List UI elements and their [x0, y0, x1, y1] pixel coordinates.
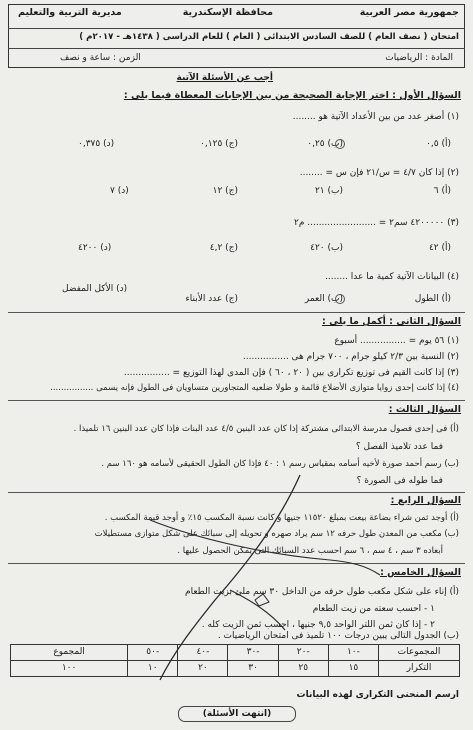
q1-title: السؤال الأول : اختر الإجابة الصحيحة من بين الإجابات المعطاة فيما يلى :	[123, 90, 461, 101]
q1-item4-opt-c: (ج) عدد الأبناء	[185, 294, 238, 304]
q5-b-line: (ب) الجدول التالى يبين درجات ١٠٠ تلميذ فى امتحان الرياضيات .	[217, 631, 459, 641]
q5-title: السؤال الخامس :	[380, 567, 461, 578]
q2-item4: (٤) إذا كانت إحدى زوايا متوازى الأضلاع قائمة و طولا ضلعيه المتجاورين متساويان فى الطول فإنه يسمى ................	[50, 383, 459, 393]
q1-item1-opt-d: (د) ٠,٣٧٥	[78, 139, 115, 149]
q1-item4-opt-a: (أ) الطول	[414, 294, 451, 304]
q1-item3-opt-a: (أ) ٤٢	[428, 243, 451, 253]
q3-a-line2: فما عدد تلاميذ الفصل ؟	[355, 442, 443, 452]
answer-circle-mark	[335, 294, 345, 304]
q5-a-sub1: ١ - احسب سعته من زيت الطعام	[312, 604, 435, 614]
q1-item4-opt-b: (ب) العمر	[304, 294, 343, 304]
q1-item1-opt-a: (أ) ٠,٥	[426, 139, 451, 149]
q2-item2: (٢) النسبة بين ٢/٣ كيلو جرام ، ٧٠٠ جرام هى ................	[242, 352, 459, 362]
q1-item2-opt-d: (د) ٧	[110, 186, 129, 196]
q1-item4-stem: (٤) البيانات الآتية كمية ما عدا ........	[325, 272, 459, 282]
table-cell: ١٥	[328, 661, 378, 677]
q4-title: السؤال الرابع :	[390, 495, 461, 506]
q1-item1-stem: (١) أصغر عدد من بين الأعداد الآتية هو ........	[292, 112, 459, 122]
subject-label: المادة : الرياضيات	[385, 53, 453, 63]
q1-item1-opt-b: (ب) ٠,٢٥	[307, 139, 343, 149]
q1-item4-opt-d: (د) الأكل المفضل	[62, 284, 128, 294]
q4-b-line1: (ب) مكعب من المعدن طول حرفه ١٢ سم يراد صهره و تحويله إلى سبائك على شكل متوازى مستطيلات	[94, 529, 459, 539]
exam-title: امتحان ( نصف العام ) للصف السادس الابتدائى ( العام ) للعام الدراسى ( ١٤٣٨هـ - ٢٠١٧م )	[79, 32, 459, 42]
q1-item2-stem: (٢) إذا كان ٤/٧ = س/٢١ فإن س = ........	[299, 168, 459, 178]
table-cell: -٣٠	[228, 645, 278, 661]
q1-item3-stem: (٣) ٤٢٠٠٠٠٠ سم٢ = ........................ م٢	[293, 218, 459, 228]
table-cell: ٢٠	[178, 661, 228, 677]
q2-item3: (٣) إذا كانت القيم فى توزيع تكرارى بين ( ٢٠ ، ٦٠ ) فإن المدى لهذا التوزيع = ................	[123, 368, 459, 378]
q4-a-line: (أ) أوجد ثمن شراء بضاعة بيعت بمبلغ ١١٥٢٠ جنيها و كانت نسبة المكسب ١٥٪ و أوجد قيمة المكسب .	[104, 513, 459, 523]
table-cell: -٥٠	[128, 645, 178, 661]
table-cell-total: المجموع	[11, 645, 128, 661]
q3-title: السؤال الثالث :	[388, 404, 461, 415]
table-cell-header: المجموعات	[379, 645, 460, 661]
q1-item3-opt-c: (ج) ٤,٢	[209, 243, 238, 253]
q1-item2-opt-a: (أ) ٦	[433, 186, 451, 196]
q5-final-line: ارسم المنحنى التكرارى لهذه البيانات	[296, 690, 459, 700]
q2-item1: (١) ٥٦ يوم = ................ أسبوع	[334, 336, 459, 346]
instruction: أجب عن الأسئلة الآتية	[176, 73, 273, 83]
q4-b-line2: أبعاده ٣ سم ، ٤ سم ، ٦ سم احسب عدد السبائك التى يمكن الحصول عليها .	[177, 546, 443, 556]
q5-a-line: (أ) إناء على شكل مكعب طول حرفه من الداخل ٣٠ سم ملئ بزيت الطعام	[185, 587, 459, 597]
q1-item1-opt-c: (ج) ٠,١٢٥	[200, 139, 238, 149]
table-cell-total: ١٠٠	[11, 661, 128, 677]
q1-item3-opt-b: (ب) ٤٢٠	[310, 243, 343, 253]
table-cell-header: التكرار	[379, 661, 460, 677]
q3-b-line1: (ب) رسم أحمد صورة لأخيه أسامه بمقياس رسم ١ : ٤٠ فإذا كان الطول الحقيقى لأسامه هو ١٦٠ سم .	[101, 459, 459, 469]
q3-a-line1: (أ) فى إحدى فصول مدرسة الابتدائى مشتركة إذا كان عدد البنين ٤/٥ عدد البنات فإذا كان عدد البنين ١٦ تلميذا .	[73, 424, 459, 434]
q5-a-sub2: ٢ - إذا كان ثمن اللتر الواحد ٩,٥ جنيها ، احسب ثمن الزيت كله .	[201, 620, 435, 630]
table-cell: ١٠	[128, 661, 178, 677]
time-label: الزمن : ساعة و نصف	[60, 53, 141, 63]
q2-title: السؤال الثانى : أكمل ما يلى :	[322, 316, 461, 327]
answer-circle-mark	[335, 139, 345, 149]
table-cell: ٢٥	[278, 661, 328, 677]
q1-item2-opt-c: (ج) ١٢	[212, 186, 238, 196]
country-name: جمهورية مصر العربية	[359, 7, 459, 18]
directorate-name: مديرية التربية والتعليم	[18, 7, 122, 18]
table-cell: -٤٠	[178, 645, 228, 661]
end-of-questions-box: (انتهت الأسئلة)	[178, 706, 296, 722]
q1-item2-opt-b: (ب) ٢١	[314, 186, 343, 196]
q1-item3-opt-d: (د) ٤٢٠٠	[78, 243, 112, 253]
table-cell: -١٠	[328, 645, 378, 661]
table-cell: -٢٠	[278, 645, 328, 661]
q3-b-line2: فما طوله فى الصورة ؟	[356, 476, 443, 486]
governorate-name: محافظة الإسكندرية	[182, 7, 273, 18]
table-cell: ٣٠	[228, 661, 278, 677]
